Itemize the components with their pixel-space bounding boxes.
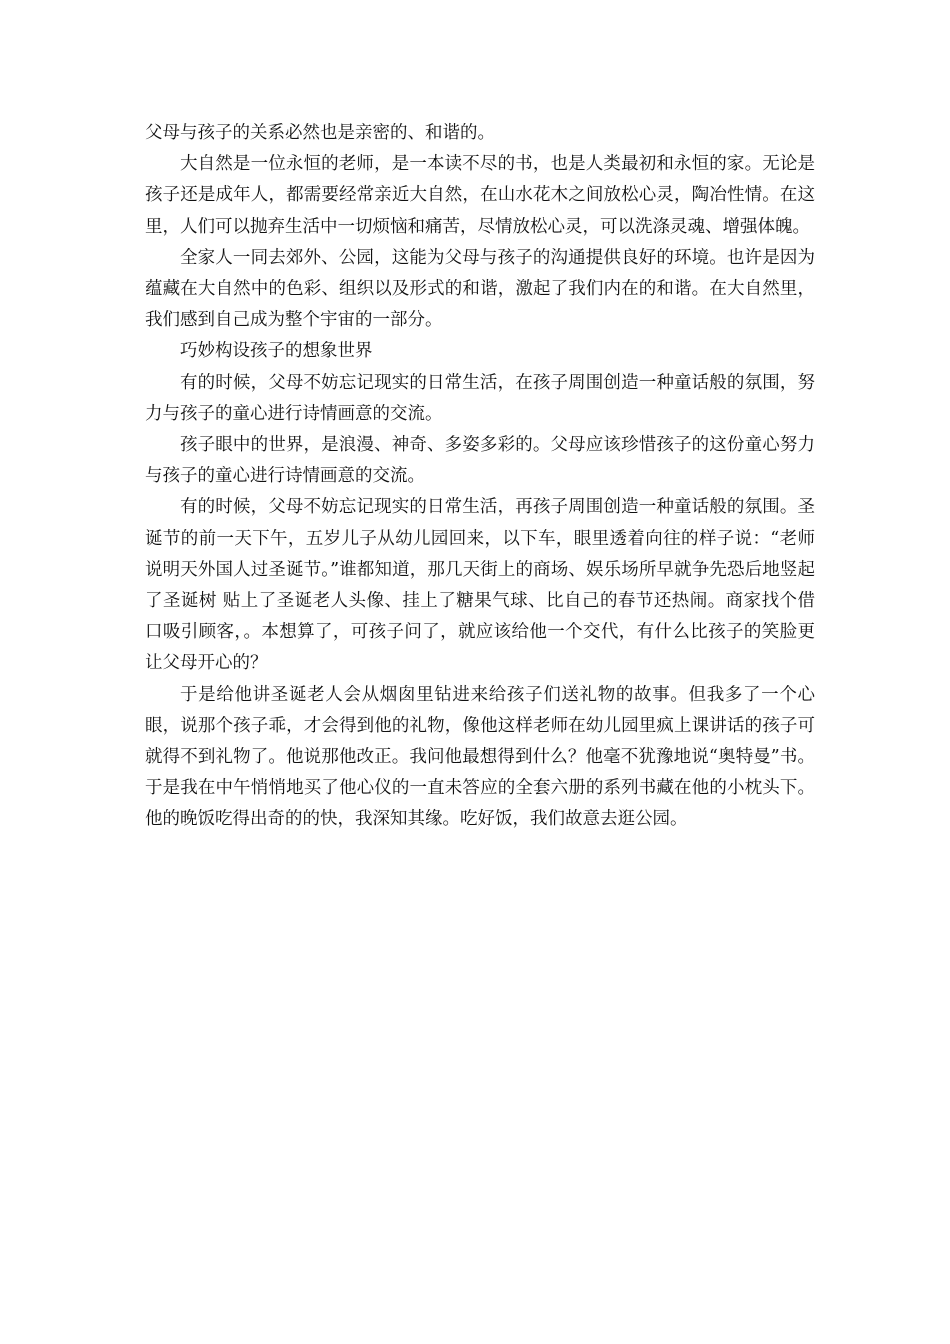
paragraph-2: 大自然是一位永恒的老师，是一本读不尽的书，也是人类最初和永恒的家。无论是孩子还是成年人，都需要经常亲近大自然，在山水花木之间放松心灵，陶冶性情。在这里，人们可以抛弃生活中一切烦恼和痛苦，尽情放松心灵，可以洗涤灵魂、增强体魄。 [145, 154, 815, 237]
section-heading: 巧妙构设孩子的想象世界 [180, 341, 373, 362]
paragraph-6: 孩子眼中的世界，是浪漫、神奇、多姿多彩的。父母应该珍惜孩子的这份童心努力与孩子的童心进行诗情画意的交流。 [145, 435, 815, 487]
paragraph-8: 于是给他讲圣诞老人会从烟囱里钻进来给孩子们送礼物的故事。但我多了一个心眼，说那个孩子乖，才会得到他的礼物，像他这样老师在幼儿园里疯上课讲话的孩子可就得不到礼物了。他说那他改正。我问他最想得到什么？他毫不犹豫地说“奥特曼”书。于是我在中午悄悄地买了他心仪的一直未答应的全套六册的系列书藏在他的小枕头下。他的晚饭吃得出奇的的快，我深知其缘。吃好饭，我们故意去逛公园。 [145, 684, 815, 830]
document-body [145, 118, 815, 836]
paragraph-7: 有的时候，父母不妨忘记现实的日常生活，再孩子周围创造一种童话般的氛围。圣诞节的前一天下午，五岁儿子从幼儿园回来，以下车，眼里透着向往的样子说：“老师说明天外国人过圣诞节。”谁都知道，那几天街上的商场、娱乐场所早就争先恐后地竖起了圣诞树 贴上了圣诞老人头像、挂上了糖果气球、比自己的春节还热闹。商家找个借口吸引顾客，。本想算了，可孩子问了，就应该给他一个交代，有什么比孩子的笑脸更让父母开心的？ [145, 497, 815, 674]
paragraph-3: 全家人一同去郊外、公园，这能为父母与孩子的沟通提供良好的环境。也许是因为蕴藏在大自然中的色彩、组织以及形式的和谐，激起了我们内在的和谐。在大自然里，我们感到自己成为整个宇宙的一部分。 [145, 247, 815, 331]
paragraph-5: 有的时候，父母不妨忘记现实的日常生活，在孩子周围创造一种童话般的氛围，努力与孩子的童心进行诗情画意的交流。 [145, 372, 815, 424]
paragraph-1: 父母与孩子的关系必然也是亲密的、和谐的。 [145, 123, 495, 143]
